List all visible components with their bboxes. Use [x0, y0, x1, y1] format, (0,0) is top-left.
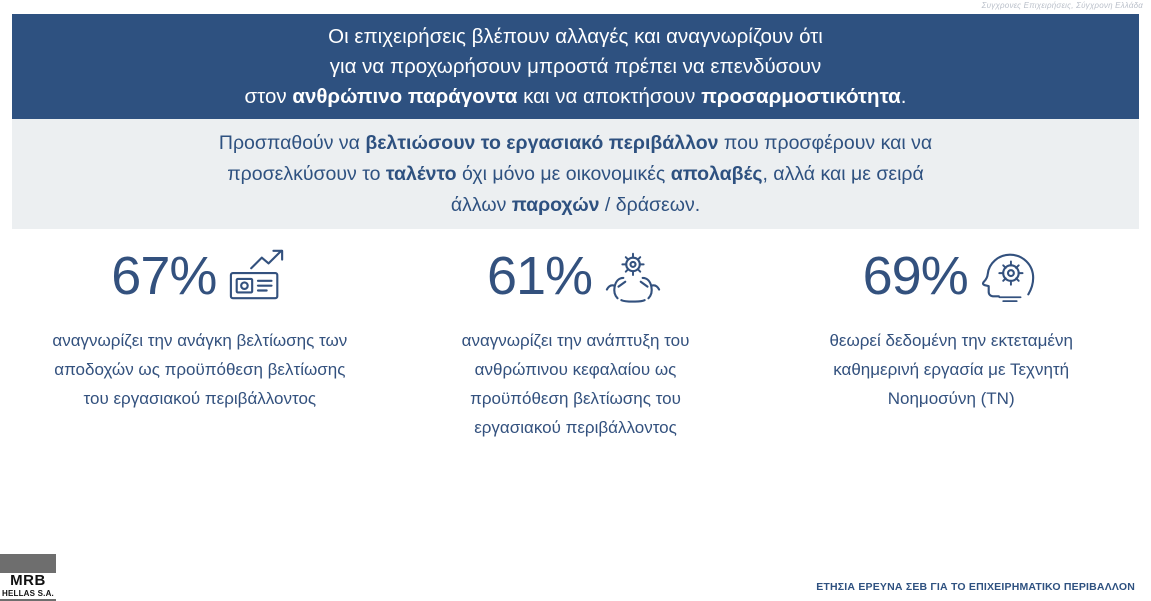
stats-row [12, 240, 1139, 442]
subbanner-line-3 [451, 190, 700, 221]
hands-gear-people-icon [602, 247, 664, 305]
subbanner-l3-part1: άλλων [450, 193, 512, 216]
subbanner-l3-bold: παροχών [511, 193, 600, 216]
logo-name: MRB [10, 572, 46, 589]
subbanner-l2-bold1: ταλέντο [385, 162, 457, 185]
stat-3-value: 69% [862, 246, 968, 306]
stat-3-text: θεωρεί δεδομένη την εκτεταμένη καθημερινή εργασία με Τεχνητή Νοημοσύνη (ΤΝ) [829, 331, 1073, 408]
subbanner-line-2 [227, 159, 924, 190]
banner-line3-part3: . [900, 84, 907, 108]
banner-line-2: για να προχωρήσουν μπροστά πρέπει να επενδύσουν [329, 54, 822, 78]
stat-card-3 [763, 240, 1139, 413]
banner-line-1: Οι επιχειρήσεις βλέπουν αλλαγές και αναγνωρίζουν ότι [328, 24, 823, 48]
subbanner-l2-part2: όχι μόνο με οικονομικές [456, 162, 671, 185]
banner-line3-bold2: προσαρμοστικότητα [701, 84, 901, 108]
sub-banner [12, 119, 1139, 229]
banner-line3-part1: στον [244, 84, 293, 108]
main-banner [12, 14, 1139, 119]
stat-card-1 [12, 240, 388, 413]
stat-2-value: 61% [486, 246, 593, 306]
subbanner-l3-part2: / δράσεων. [599, 193, 701, 216]
top-right-note: Συγχρονες Επιχειρήσεις, Σύγχρονη Ελλάδα [981, 1, 1143, 10]
stat-3-head [863, 240, 1040, 312]
subbanner-l1-bold: βελτιώσουν το εργασιακό περιβάλλον [365, 131, 719, 154]
mrb-logo [0, 554, 56, 601]
stat-1-value: 67% [111, 246, 217, 306]
banner-line3-bold1: ανθρώπινο παράγοντα [292, 84, 518, 108]
stat-1-text: αναγνωρίζει την ανάγκη βελτίωσης των αποδοχών ως προϋπόθεση βελτίωσης του εργασιακού περιβάλλοντος [52, 331, 348, 408]
stat-card-2 [388, 240, 764, 442]
banner-line3-part2: και να αποκτήσουν [517, 84, 702, 108]
subbanner-l2-bold2: απολαβές [670, 162, 763, 185]
banner-line-3 [245, 82, 907, 112]
footer-note: ΕΤΗΣΙΑ ΕΡΕΥΝΑ ΣΕΒ ΓΙΑ ΤΟ ΕΠΙΧΕΙΡΗΜΑΤΙΚΟ ΠΕΡΙΒΑΛΛΟΝ [816, 581, 1135, 593]
stat-2-text: αναγνωρίζει την ανάπτυξη του ανθρώπινου κεφαλαίου ως προϋπόθεση βελτίωσης του εργασιακού περιβάλλοντος [461, 331, 690, 437]
stat-1-head [111, 240, 288, 312]
subbanner-line-1 [219, 128, 932, 159]
stat-2-head [487, 240, 664, 312]
subbanner-l2-part3: , αλλά και με σειρά [762, 162, 924, 185]
logo-bar [0, 554, 56, 573]
subbanner-l1-part1: Προσπαθούν να [218, 131, 366, 154]
money-growth-icon [226, 247, 288, 305]
logo-subtitle: HELLAS S.A. [2, 589, 54, 598]
subbanner-l2-part1: προσελκύσουν το [227, 162, 386, 185]
ai-head-gear-icon [978, 247, 1040, 305]
subbanner-l1-part2: που προσφέρουν και να [718, 131, 933, 154]
